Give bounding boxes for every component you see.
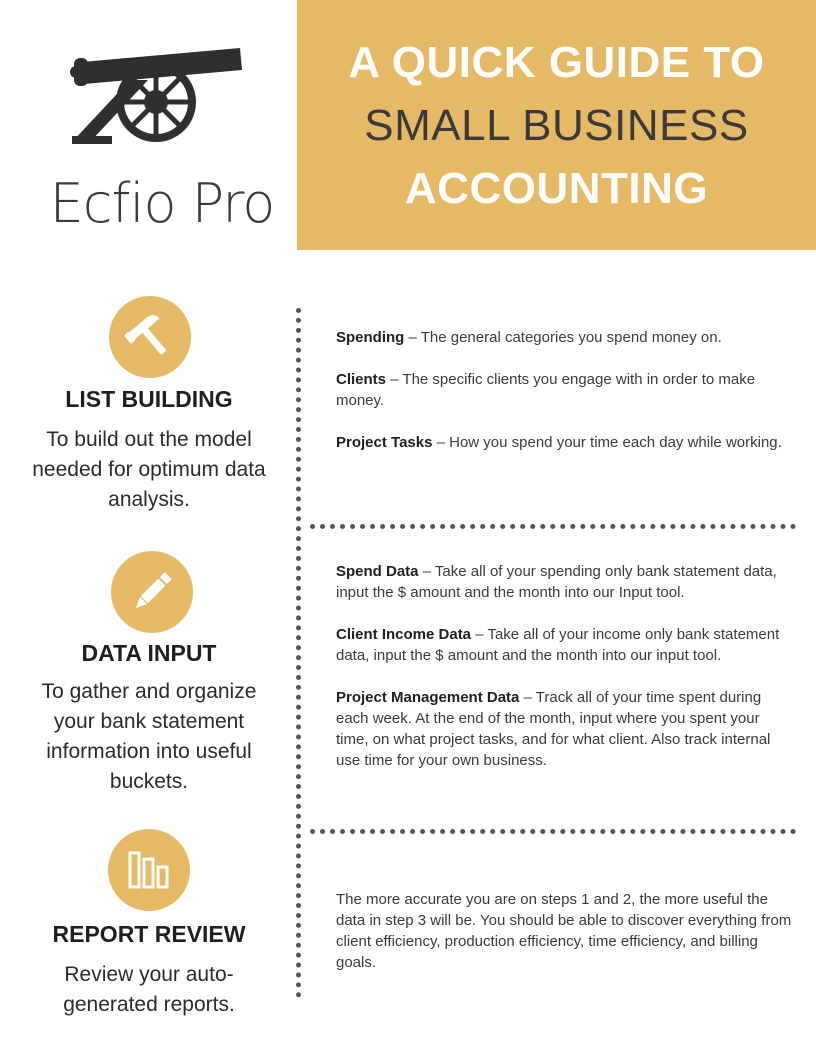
step-2-title: DATA INPUT bbox=[81, 640, 217, 666]
list-item bbox=[336, 561, 796, 603]
item-term: Project Tasks bbox=[336, 434, 433, 451]
title-line-3: ACCOUNTING bbox=[404, 163, 709, 213]
step-2-description: To gather and organize your bank statement information into useful buckets. bbox=[41, 680, 257, 793]
step-1-icon-circle bbox=[109, 296, 191, 378]
list-item bbox=[336, 624, 796, 666]
hammer-icon bbox=[125, 312, 175, 362]
title-line-1: A QUICK GUIDE TO bbox=[348, 37, 765, 87]
logo bbox=[30, 30, 280, 235]
item-term: Project Management Data bbox=[336, 689, 520, 706]
step-3-icon-circle bbox=[108, 829, 190, 911]
step-1-content bbox=[336, 327, 796, 474]
item-term: Spend Data bbox=[336, 563, 419, 580]
brand-name: Ecfio Pro bbox=[49, 172, 275, 235]
step-3-paragraph: The more accurate you are on steps 1 and 2, the more useful the data in step 3 will be. You should be able to discover everything from client efficiency, production efficiency, time efficiency, and billing goals. bbox=[336, 891, 792, 971]
step-3-description: Review your auto-generated reports. bbox=[63, 963, 235, 1016]
vertical-divider bbox=[296, 308, 301, 998]
item-text: – Track all of your time spent during each week. At the end of the month, input where you spent your time, on what project tasks, and for what client. Also track internal use time for your own business. bbox=[336, 689, 771, 769]
horizontal-divider-1 bbox=[310, 524, 796, 529]
step-1-title: LIST BUILDING bbox=[65, 386, 233, 412]
list-item bbox=[336, 369, 796, 411]
step-1-description: To build out the model needed for optimum data analysis. bbox=[32, 428, 266, 511]
step-3-title: REPORT REVIEW bbox=[52, 921, 246, 947]
item-text: – The general categories you spend money on. bbox=[404, 329, 722, 346]
list-item bbox=[336, 687, 796, 771]
item-text: – The specific clients you engage with in order to make money. bbox=[336, 371, 756, 409]
bar-chart-icon bbox=[124, 845, 174, 895]
item-term: Client Income Data bbox=[336, 626, 472, 643]
item-term: Spending bbox=[336, 329, 405, 346]
list-item bbox=[336, 327, 796, 348]
cannon-icon bbox=[70, 40, 250, 165]
horizontal-divider-2 bbox=[310, 829, 796, 834]
item-text: – How you spend your time each day while working. bbox=[432, 434, 782, 451]
title-banner bbox=[297, 0, 816, 250]
item-text: – Take all of your income only bank statement data, input the $ amount and the month into our input tool. bbox=[336, 626, 780, 664]
pencil-icon bbox=[127, 567, 177, 617]
step-3-content bbox=[336, 889, 796, 973]
item-text: – Take all of your spending only bank statement data, input the $ amount and the month into our Input tool. bbox=[336, 563, 777, 601]
title-line-2: SMALL BUSINESS bbox=[364, 100, 749, 150]
step-2-content bbox=[336, 561, 796, 792]
list-item bbox=[336, 432, 796, 453]
item-term: Clients bbox=[336, 371, 387, 388]
step-2-icon-circle bbox=[111, 551, 193, 633]
